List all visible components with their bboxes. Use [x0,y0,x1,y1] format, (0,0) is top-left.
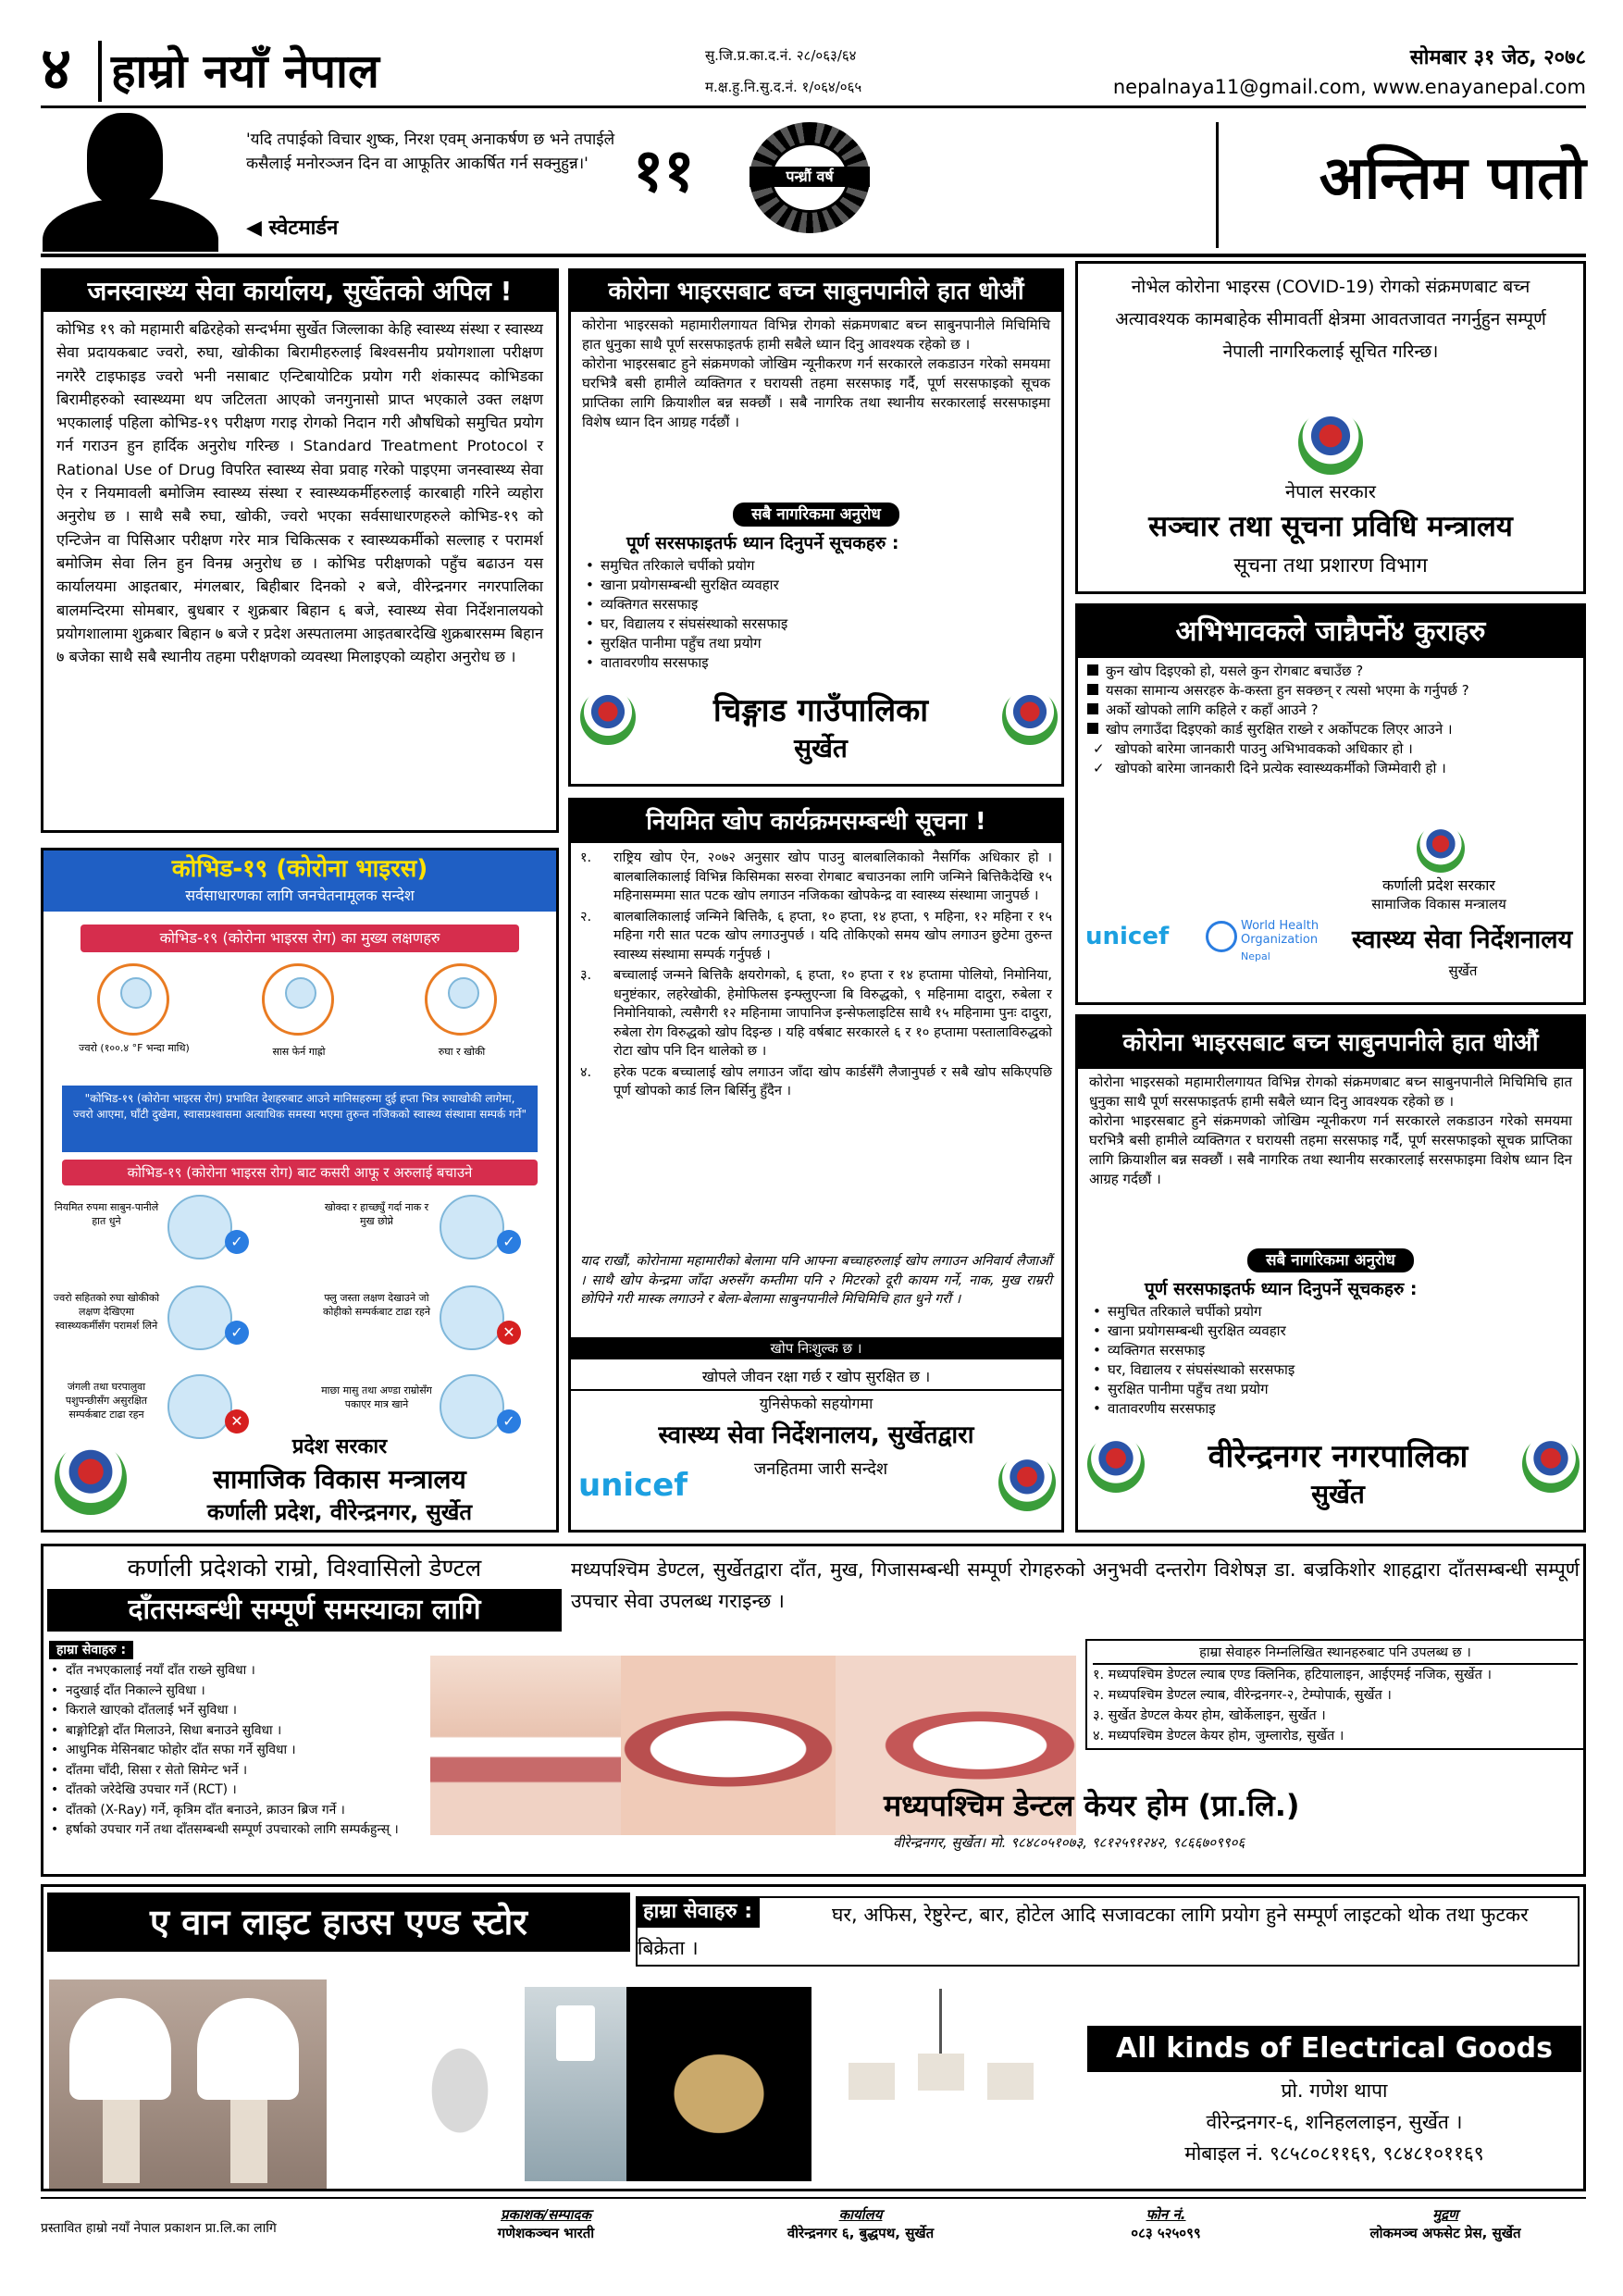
handwash-title-2: कोरोना भाइरसबाट बच्न साबुनपानीले हात धोऔं [1078,1017,1583,1069]
list-item: • सुरक्षित पानीमा पहुँच तथा प्रयोग [1091,1380,1517,1399]
nepal-emblem [1002,689,1058,745]
registration-1: सु.जि.प्र.का.द.नं. २८/०६३/६४ [705,47,857,64]
checkbox-icon [1087,703,1098,714]
list-item: • वातावरणीय सरसफाइ [1091,1399,1517,1419]
footer-value: लोकमञ्च अफसेट प्रेस, सुर्खेत [1369,2225,1521,2241]
branch-item: २. मध्यपश्चिम डेण्टल ल्याब, वीरेन्द्रनगर-२, टेम्पोपार्क, सुर्खेत । [1093,1688,1392,1703]
cover-mouth-icon [440,1195,504,1260]
footer-label: प्रकाशक/सम्पादक [501,2206,591,2223]
vaccine-note: याद राखौं, कोरोनामा महामारीको बेलामा पनि आफ्ना बच्चाहरुलाई खोप लगाउन अनिवार्य लैजाऔं । साथै खोप केन्द्रमा जाँदा अरुसँग कम्तीमा पनि २ मिटरको दूरी कायम गर्ने, नाक, मुख राम्ररी छोपिने गरी मास्क लगाउने र बेला-बेलामा साबुनपानीले मिचिमिचि हात धुने गरौं । [580,1254,1052,1307]
badge-text: पन्ध्रौं वर्ष [750,167,870,187]
quote-text: 'यदि तपाईको विचार शुष्क, निरश एवम् अनाकर्षण छ भने तपाईले कसैलाई मनोरञ्जन दिन वा आफूतिर आकर्षित गर्न सक्नुहुन्न।' [246,130,615,173]
issue-date: सोमबार ३१ जेठ, २०७८ [1409,46,1586,69]
symptom-fever: ज्वरो (१००.४ °F भन्दा माथि) [79,1042,190,1054]
list-item: • किराले खाएको दाँतलाई भर्ने सुविधा । [49,1701,567,1721]
vaccine-free: खोप निःशुल्क छ । [571,1337,1061,1359]
handwash-box-1 [568,268,1064,787]
who-logo-icon [1206,921,1237,952]
list-item [1087,720,1574,739]
avoid-flu-icon [440,1285,504,1350]
parents-list [1078,658,1583,782]
light-proprietor: प्रो. गणेश थापा [1281,2079,1388,2102]
handwash-subhead-1: पूर्ण सरसफाइतर्फ ध्यान दिनुपर्ने सूचकहरु : [626,533,899,553]
light-services-text: घर, अफिस, रेष्टुरेन्ट, बार, होटेल आदि सजावटका लागि प्रयोग हुने सम्पूर्ण लाइटको थोक तथा फुटकर बिक्रेता । [636,1896,1580,1967]
parents-org-1: कर्णाली प्रदेश सरकार [1382,876,1495,894]
handwash-box-2 [1075,1014,1586,1533]
poster-org-3: कर्णाली प्रदेश, वीरेन्द्रनगर, सुर्खेत [206,1499,473,1525]
telecom-gov: नेपाल सरकार [1285,480,1376,503]
item-text: खोपको बारेमा जानकारी पाउनु अभिभावकको अधिकार हो । [1115,740,1413,757]
handwash-pill-1: सबै नागरिकमा अनुरोध [733,503,899,527]
branch-item: ४. मध्यपश्चिम डेण्टल केयर होम, जुम्लारोड, सुर्खेत । [1093,1729,1344,1744]
health-appeal-title: जनस्वास्थ्य सेवा कार्यालय, सुर्खेतको अपिल ! [43,271,556,312]
telecom-ministry: सञ्चार तथा सूचना प्रविधि मन्त्रालय [1148,510,1513,543]
footer-label: कार्यालय [838,2206,883,2223]
wall-lamp-photo [525,1987,626,2181]
list-item: • दाँत नभएकालाई नयाँ दाँत राख्ने सुविधा । [49,1661,567,1682]
vaccine-line-3: युनिसेफको सहयोगमा [759,1395,873,1412]
list-item: • खाना प्रयोगसम्बन्धी सुरक्षित व्यवहार [584,576,1010,595]
list-item [1087,662,1574,681]
dental-clinic-name: मध्यपश्चिम डेन्टल केयर होम (प्रा.लि.) [884,1788,1300,1823]
list-item [580,849,1052,906]
dental-address: वीरेन्द्रनगर, सुर्खेत। मो. ९८४८०५१०७३, ९८१२५९१२४२, ९८६६७०९९०६ [893,1834,1245,1851]
footer-phone [1064,2205,1268,2242]
list-item: • व्यक्तिगत सरसफाइ [584,595,1010,614]
light-address: वीरेन्द्रनगर-६, शनिहललाइन, सुर्खेत । [1206,2111,1463,2133]
cross-icon: ✕ [497,1321,521,1345]
unicef-logo: unicef [1085,923,1170,950]
who-country: Nepal [1241,950,1270,962]
tip-avoid-flu: फ्लु जस्ता लक्षण देखाउने जो कोहीको सम्पर्कबाट टाढा रहने [323,1292,430,1318]
prevention-header: कोभिड-१९ (कोरोना भाइरस रोग) बाट कसरी आफू र अरुलाई बचाउने [62,1160,538,1185]
item-text: बालबालिकालाई जन्मिने बित्तिकै, ६ हप्ता, १० हप्ता, १४ हप्ता, ९ महिना, १२ महिना र १५ महिना गरी सात पटक खोप लगाउनुपर्छ । यदि तोकिएको समय खोप लगाउन छुटेमा तुरुन्त स्वास्थ्य संस्थामा सम्पर्क गर्नुपर्छ । [613,909,1052,962]
footer-rule [41,2197,1586,2199]
list-item [580,1063,1052,1101]
list-item: • नदुखाई दाँत निकाल्ने सुविधा । [49,1682,567,1702]
tip-animals: जंगली तथा घरपालुवा पशुपन्छीसँग असुरक्षित सम्पर्कबाट टाढा रहन [65,1381,148,1421]
health-appeal-body: कोभिड १९ को महामारी बढिरहेको सन्दर्भमा सुर्खेत जिल्लाका केहि स्वास्थ्य संस्था र स्वास्थ्य सेवा प्रदायकबाट ज्वरो, रुघा, खोकीका बिरामीहरुलाई बिश्वसनीय प्रयोगशाला परीक्षण नगरेरै टाइफाइड ज्वरो भनी नसाबाट एन्टिबायोटिक प्रयोग गरी शंकास्पद कोभिडका बिरामीहरुको स्वास्थ्यमा थप जटिलता आएको जनगुनासो प्राप्त भएकाले उक्त लक्षण भएकालाई पहिला कोभिड-१९ परीक्षण गराइ रोगको निदान गरी औषधिको समुचित प्रयोग गर्न गराउन हुन हार्दिक अनुरोध गरिन्छ । Standard Treatment Protocol र Rational Use of Drug विपरित स्वास्थ्य सेवा प्रवाह गरेको पाइएमा जनस्वास्थ्य सेवा ऐन र नियमावली बमोजिम स्वास्थ्य संस्था र स्वास्थ्यकर्मीहरुलाई कारबाही गरिने व्यहोरा अनुरोध छ । साथै सबै रुघा, खोकी, ज्वरो भएका सर्वसाधारणहरुले कोभिड-१९ को एन्टिजेन वा पिसिआर परीक्षण गरेर मात्र चिकित्सक र स्वास्थ्यकर्मीको सल्लाह र परामर्श बमोजिम सेवा लिन हुन विनम्र अनुरोध छ । कोभिड परीक्षणको पहुँच बढाउन यस कार्यालयमा आइतबार, मंगलबार, बिहीबार दिनको २ बजे, वीरेन्द्रनगर नगरपालिका बालमन्दिरमा सोमबार, बुधबार र शुक्रबार बिहान ६ बजे, स्वास्थ्य सेवा निर्देशनालयको प्रयोगशालामा शुक्रबार बिहान ७ बजे र प्रदेश अस्पतालमा आइतबारदेखि शुक्रबारसम्म बिहान ७ बजेका साथै सबै स्थानीय तहमा परीक्षणको व्यवस्था मिलाइएको व्यहोरा अनुरोध छ । [56,320,543,666]
list-item: • दाँतको जरेदेखि उपचार गर्ने (RCT) । [49,1781,567,1801]
list-item: • समुचित तरिकाले चर्पीको प्रयोग [584,556,1010,576]
item-text: कुन खोप दिइएको हो, यसले कुन रोगबाट बचाउँछ ? [1106,663,1364,679]
vaccine-sign: स्वास्थ्य सेवा निर्देशनालय, सुर्खेतद्वारा [658,1421,974,1449]
list-item: • खाना प्रयोगसम्बन्धी सुरक्षित व्यवहार [1091,1322,1517,1341]
light-store-name: ए वान लाइट हाउस एण्ड स्टोर [47,1893,630,1952]
handwash-sign-2b: सुर्खेत [1311,1479,1365,1509]
light-mobile: मोबाइल नं. ९८५८०८११६९, ९८४८१०११६९ [1184,2142,1484,2165]
nepal-emblem [1417,825,1465,873]
nepal-emblem [55,1443,127,1515]
tip-handwash: नियमित रुपमा साबुन-पानीले हात धुने [54,1201,159,1227]
health-appeal-box [41,268,559,833]
parents-title: अभिभावकले जान्नैपर्ने४ कुराहरु [1078,606,1583,658]
page-number: ४ [41,35,72,104]
handwash-list-1 [584,556,1010,673]
handwash-sign-2: वीरेन्द्रनगर नगरपालिका [1208,1438,1468,1475]
list-item: • दाँतको (X-Ray) गर्ने, कृत्रिम दाँत बनाउने, क्राउन ब्रिज गर्ने । [49,1801,567,1821]
smile-photo [621,1656,836,1835]
contact-line: nepalnaya11@gmail.com, www.enayanepal.com [1112,76,1586,98]
tick-icon: ✓ [497,1409,521,1433]
footer-value: ०८३ ५२५०९९ [1131,2225,1201,2241]
year-number: ११ [633,137,695,205]
checkbox-icon [1087,723,1098,734]
masthead-rule [41,105,1586,108]
item-text: अर्को खोपको लागि कहिले र कहाँ आउने ? [1106,701,1319,718]
tip-cook: माछा मासु तथा अण्डा राम्रोसँग पकाएर मात्र खाने [321,1384,432,1410]
symptoms-header: कोभिड-१९ (कोरोना भाइरस रोग) का मुख्य लक्षणहरु [81,925,519,952]
section-title: अन्तिम पातो [1319,144,1586,213]
vaccine-list [580,849,1052,1103]
dental-services-label: हाम्रा सेवाहरु : [49,1641,133,1659]
handwash-pill-2: सबै नागरिकमा अनुरोध [1247,1248,1414,1272]
check-icon: ✓ [1093,740,1105,757]
list-item [1087,701,1574,720]
item-number: १. [580,850,592,865]
check-icon: ✓ [1093,760,1105,776]
parents-org-2: सामाजिक विकास मन्त्रालय [1371,896,1506,912]
item-number: ४. [580,1064,592,1080]
list-item: • घर, विद्यालय र संघसंस्थाको सरसफाइ [1091,1360,1517,1380]
poster-header [43,850,556,912]
symptom-breathing: सास फेर्न गाह्रो [272,1046,326,1058]
lamps-photo [49,1980,327,2189]
telecom-dept: सूचना तथा प्रशारण विभाग [1233,554,1428,577]
item-text: बच्चालाई जन्मने बित्तिकै क्षयरोगको, ६ हप्ता, १० हप्ता र १४ हप्तामा पोलियो, निमोनिया, धनुष्टंकार, लहरेखोकी, हेमोफिलस इन्फ्लुएन्जा बि विरुद्धको, ९ महिनामा दादुरा, रुबेला र निमोनियाको, त्यसैगरी १२ महिनामा जापानिज इन्सेफलाइटिस साथै १५ महिनामा पुनः दादुरा, रुबेला रोग विरुद्धको खोप दिइन्छ । यहि वर्षबाट सरकारले ६ र १० हप्तामा पस्तालाविरुद्धको रोटा खोप पनि दिन थालेको छ । [613,968,1052,1059]
tip-cover-mouth: खोक्दा र हाच्छ्युँ गर्दा नाक र मुख छोप्ने [324,1201,429,1227]
tick-icon: ✓ [497,1230,521,1254]
footer-editor [426,2205,666,2242]
branch-item: ३. सुर्खेत डेण्टल केयर होम, खोर्केलाइन, सुर्खेत । [1093,1708,1326,1723]
handwash-sign-1: चिङ्गाड गाउँपालिका [712,692,929,729]
footer-publisher-note: प्रस्तावित हाम्रो नयाँ नेपाल प्रकाशन प्रा.लि.का लागि [41,2221,277,2236]
symptom-cough: रुघा र खोकी [438,1046,486,1058]
cooking-icon [440,1374,504,1439]
handwash-body-1: कोरोना भाइरसको महामारीलगायत विभिन्न रोगको संक्रमणबाट बच्न साबुनपानीले मिचिमिचि हात धुनुका साथै पूर्ण सरसफाइतर्फ हामी सबैले ध्यान दिनु आवश्यक रहेको छ । कोरोना भाइरसबाट हुने संक्रमणको जोखिम न्यूनीकरण गर्न सरकारले लकडाउन गरेको समयमा घरभित्रै बसी हामीले व्यक्तिगत र घरायसी तहमा सरसफाइ गर्दै, पूर्ण सरसफाइको सूचक प्राप्तिका लागि क्रियाशील बन्न सक्छौं । सबै नागरिक तथा स्थानीय सरकारलाई सरसफाइमा विशेष ध्यान दिन आग्रह गर्दछौं । [582,316,1051,430]
list-item [1087,681,1574,701]
section-divider [1216,122,1219,248]
handwash-body-2: कोरोना भाइरसको महामारीलगायत विभिन्न रोगको संक्रमणबाट बच्न साबुनपानीले मिचिमिचि हात धुनुका साथै पूर्ण सरसफाइतर्फ हामी सबैले ध्यान दिनु आवश्यक रहेको छ । कोरोना भाइरसबाट हुने संक्रमणको जोखिम न्यूनीकरण गर्न सरकारले लकडाउन गरेको समयमा घरभित्रै बसी हामीले व्यक्तिगत र घरायसी तहमा सरसफाइ गर्दै, पूर्ण सरसफाइको सूचक प्राप्तिका लागि क्रियाशील बन्न सक्छौं । सबै नागरिक तथा स्थानीय सरकारलाई सरसफाइमा विशेष ध्यान दिन आग्रह गर्दछौं । [1089,1074,1573,1187]
poster-subtitle: सर्वसाधारणका लागि जनचेतनामूलक सन्देश [185,887,415,904]
masthead [41,37,1586,259]
list-item [1087,739,1574,759]
item-text: खोप लगाउँदा दिइएको कार्ड सुरक्षित राख्ने र अर्कोपटक लिएर आउने । [1106,721,1453,738]
list-item: • समुचित तरिकाले चर्पीको प्रयोग [1091,1302,1517,1322]
anniversary-badge [731,122,888,233]
list-item: • व्यक्तिगत सरसफाइ [1091,1341,1517,1360]
dental-intro: मध्यपश्चिम डेण्टल, सुर्खेतद्वारा दाँत, मुख, गिजासम्बन्धी सम्पूर्ण रोगहरुको अनुभवी दन्तरोग विशेषज्ञ डा. बज्रकिशोर शाहद्वारा दाँतसम्बन्धी सम्पूर्ण उपचार सेवा उपलब्ध गराइन्छ । [571,1558,1580,1612]
light-house-ad [41,1884,1586,2191]
list-item: • सुरक्षित पानीमा पहुँच तथा प्रयोग [584,634,1010,653]
light-services-label: हाम्रा सेवाहरु : [636,1896,760,1928]
unicef-logo: unicef [578,1467,688,1504]
list-item: • हर्षाको उपचार गर्ने तथा दाँतसम्बन्धी सम्पूर्ण उपचारको लागि सम्पर्कहुन्स् । [49,1820,567,1841]
covid-poster [41,848,559,1533]
list-item [580,908,1052,965]
cough-icon [425,963,497,1036]
parents-loc: सुर्खेत [1448,962,1478,979]
list-item [1087,759,1574,778]
poster-warning: "कोभिड-१९ (कोरोना भाइरस रोग) प्रभावित देशहरुबाट आउने मानिसहरुमा दुई हप्ता भित्र रुघाखोकी लागेमा, ज्वरो आएमा, घाँटी दुखेमा, स्वासप्रश्वासमा अत्याधिक समस्या भएमा तुरुन्त नजिकको स्वास्थ्य संस्थामा सम्पर्क गर्ने" [62,1086,538,1152]
cross-icon: ✕ [225,1409,249,1433]
footer-value: गणेशकञ्चन भारती [497,2225,595,2241]
list-item: • वातावरणीय सरसफाइ [584,653,1010,673]
dental-kicker: कर्णाली प्रदेशको राम्रो, विश्वासिलो डेण्टल [127,1555,482,1582]
list-item: • बाङ्गोटिङ्गो दाँत मिलाउने, सिधा बनाउने सुविधा । [49,1721,567,1742]
tick-icon: ✓ [225,1321,249,1345]
item-text: राष्ट्रिय खोप ऐन, २०७२ अनुसार खोप पाउनु बालबालिकाको नैसर्गिक अधिकार हो । बालबालिकालाई विभिन्न किसिमका सरुवा रोगबाट बचाउनका लागि जन्मिने बित्तिकैदेखि १५ महिनासम्ममा सात पटक खोप लगाउन नजिकका खोपकेन्द्र वा स्वास्थ्य संस्थामा जानुपर्छ । [613,850,1052,903]
dental-headline: दाँतसम्बन्धी सम्पूर्ण समस्याका लागि [47,1589,562,1632]
nepal-emblem [1087,1435,1145,1493]
checkbox-icon [1087,664,1098,676]
item-number: ३. [580,968,592,983]
animals-icon [167,1374,232,1439]
light-tagline: All kinds of Electrical Goods [1087,2026,1581,2072]
vaccine-title: नियमित खोप कार्यक्रमसम्बन्धी सूचना ! [571,800,1061,843]
silhouette-image [43,113,228,252]
vaccine-line-2: खोपले जीवन रक्षा गर्छ र खोप सुरक्षित छ । [571,1365,1061,1391]
tick-icon: ✓ [225,1230,249,1254]
branches-head: हाम्रा सेवाहरु निम्नलिखित स्थानहरुबाट पनि उपलब्ध छ । [1093,1643,1578,1665]
telecom-body: नोभेल कोरोना भाइरस (COVID-19) रोगको संक्रमणबाट बच्न अत्यावश्यक कामबाहेक सीमावर्ती क्षेत्रमा आवतजावत नगर्नुहुन सम्पूर्ण नेपाली नागरिकलाई सूचित गरिन्छ। [1115,277,1546,362]
footer-label: मुद्रण [1432,2206,1458,2223]
list-item: • घर, विद्यालय र संघसंस्थाको सरसफाइ [584,614,1010,634]
handwash-sign-1b: सुर्खेत [794,733,848,763]
footer-office [712,2205,1009,2242]
footer-print [1305,2205,1586,2242]
flossing-photo [430,1656,621,1835]
tip-consult: ज्वरो सहितको रुघा खोकीको लक्षण देखिएमा स्वास्थ्यकर्मीसँग परामर्श लिने [53,1292,160,1332]
registration-2: म.क्ष.हु.नि.सु.द.नं. १/०६४/०६५ [705,79,862,95]
list-item: • आधुनिक मेसिनबाट फोहोर दाँत सफा गर्ने सुविधा । [49,1741,567,1761]
poster-org-1: प्रदेश सरकार [291,1435,388,1458]
who-name: World Health Organization [1241,919,1319,947]
vaccine-box [568,798,1064,1533]
item-text: यसका सामान्य असरहरु के-कस्ता हुन सक्छन् र त्यसो भएमा के गर्नुपर्छ ? [1106,682,1469,699]
nepal-emblem [1522,1435,1580,1493]
poster-title: कोभिड-१९ (कोरोना भाइरस) [171,855,428,883]
crystal-chandelier-photo [626,1987,812,2181]
handwash-icon [167,1195,232,1260]
footer-label: फोन नं. [1146,2206,1186,2223]
masthead-bottom-rule [41,254,1586,257]
dental-branches [1085,1639,1585,1750]
footer-value: वीरेन्द्रनगर ६, बुद्धपथ, सुर्खेत [787,2225,935,2241]
quote-author-name: स्वेटमार्डन [268,217,339,240]
branch-item: १. मध्यपश्चिम डेण्टल ल्याब एण्ड क्लिनिक, हटियालाइन, आईएमई नजिक, सुर्खेत । [1093,1668,1492,1682]
pendant-lamp-photo [830,1989,1052,2174]
handwash-subhead-2: पूर्ण सरसफाइतर्फ ध्यान दिनुपर्ने सूचकहरु : [1145,1279,1418,1299]
quote-author: ◀ स्वेटमार्डन [246,217,339,240]
fever-icon [97,963,169,1036]
handwash-title-1: कोरोना भाइरसबाट बच्न साबुनपानीले हात धोऔं [571,271,1061,312]
telecom-notice [1075,261,1586,594]
nepal-emblem [998,1454,1056,1511]
dental-ad [41,1544,1586,1877]
parents-directorate: स्वास्थ्य सेवा निर्देशनालय [1352,925,1573,954]
item-number: २. [580,909,592,925]
poster-org-2: सामाजिक विकास मन्त्रालय [213,1464,466,1495]
item-text: हरेक पटक बच्चालाई खोप लगाउन जाँदा खोप कार्डसँगै लैजानुपर्छ र सबै खोप सकिएपछि पूर्ण खोपको कार्ड लिन बिर्सिनु हुँदैन । [613,1064,1052,1098]
breathing-icon [262,963,334,1036]
nepal-emblem [1298,410,1363,475]
handwash-list-2 [1091,1302,1517,1419]
parents-box [1075,603,1586,1005]
consult-icon [167,1285,232,1350]
item-text: खोपको बारेमा जानकारी दिने प्रत्येक स्वास्थ्यकर्मीको जिम्मेवारी हो । [1115,760,1446,776]
list-item: • दाँतमा चाँदी, सिसा र सेतो सिमेन्ट भर्ने । [49,1761,567,1781]
paper-name: हाम्रो नयाँ नेपाल [111,44,379,98]
chandelier-photo [404,1989,515,2174]
checkbox-icon [1087,684,1098,695]
vaccine-sign-2: जनहितमा जारी सन्देश [753,1459,888,1479]
masthead-divider [98,41,102,102]
list-item [580,966,1052,1061]
